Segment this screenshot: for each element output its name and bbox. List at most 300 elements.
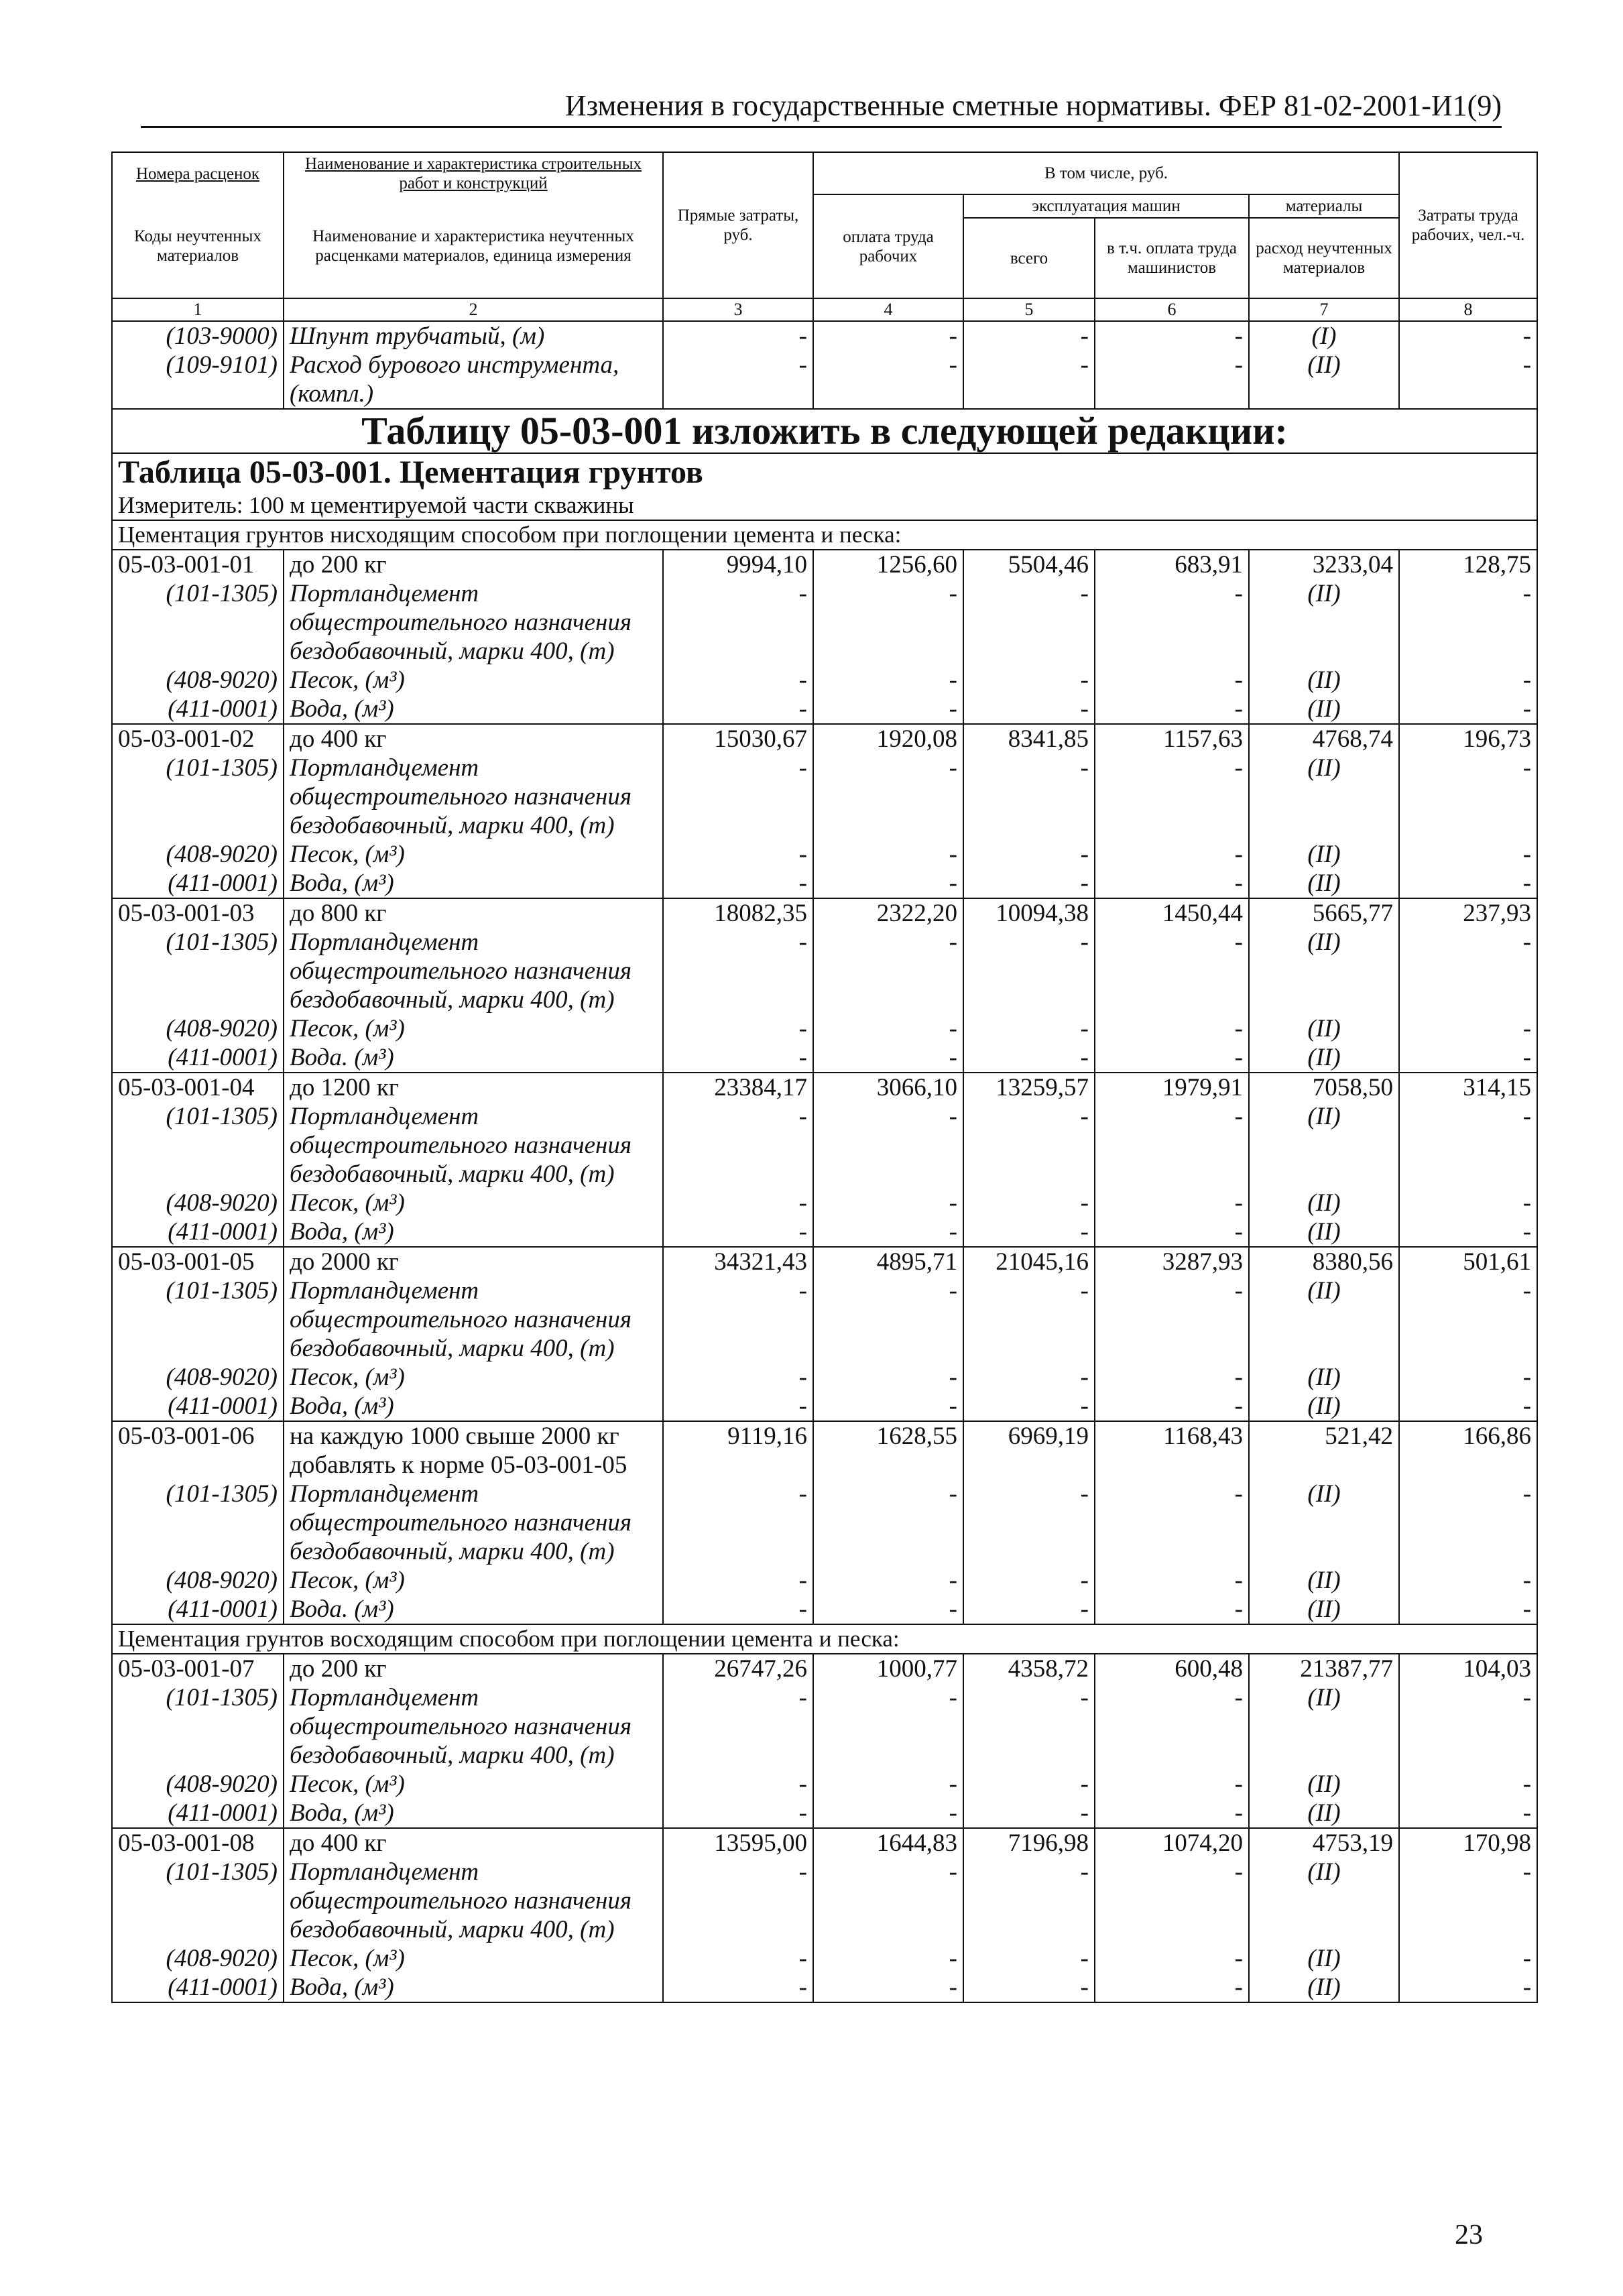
labor-hours-value: - — [1399, 1595, 1537, 1624]
direct-costs-value: - — [663, 351, 813, 379]
header-labor-costs: Затраты труда рабочих, чел.-ч. — [1399, 152, 1537, 298]
rate-code: (103-9000) — [112, 321, 284, 351]
materials-value: 521,42 — [1249, 1421, 1399, 1451]
item-name: Расход бурового инструмента, — [284, 351, 663, 379]
table-row — [112, 753, 1537, 782]
machinist-pay-value: - — [1095, 1276, 1249, 1305]
labor-pay-value: 1628,55 — [813, 1421, 963, 1451]
labor-pay-value: - — [813, 1043, 963, 1073]
header-unaccounted-codes: Коды неучтенных материалов — [112, 194, 284, 298]
machine-total-value — [963, 811, 1095, 840]
direct-costs-value — [663, 1886, 813, 1915]
rate-code — [112, 1915, 284, 1944]
machine-total-value: - — [963, 1566, 1095, 1595]
header-unaccounted-materials-use: расход неучтенных материалов — [1249, 218, 1399, 298]
labor-hours-value — [1399, 1915, 1537, 1944]
table-row — [112, 811, 1537, 840]
rate-code — [112, 782, 284, 811]
item-name: общестроительного назначения — [284, 957, 663, 985]
machine-total-value — [963, 1334, 1095, 1363]
machinist-pay-value: - — [1095, 666, 1249, 694]
machine-total-value: - — [963, 1217, 1095, 1247]
labor-hours-value — [1399, 1712, 1537, 1741]
materials-value — [1249, 1451, 1399, 1479]
labor-hours-value: - — [1399, 753, 1537, 782]
labor-hours-value: - — [1399, 1944, 1537, 1973]
direct-costs-value: - — [663, 753, 813, 782]
machine-total-value: - — [963, 1770, 1095, 1799]
machinist-pay-value: - — [1095, 1973, 1249, 2002]
labor-hours-value — [1399, 782, 1537, 811]
item-name: Песок, (м³) — [284, 666, 663, 694]
rate-code: 05-03-001-07 — [112, 1654, 284, 1683]
direct-costs-value — [663, 1160, 813, 1189]
direct-costs-value: 15030,67 — [663, 724, 813, 753]
materials-value: 3233,04 — [1249, 550, 1399, 579]
machine-total-value: - — [963, 1363, 1095, 1392]
item-name: бездобавочный, марки 400, (т) — [284, 637, 663, 666]
direct-costs-value: - — [663, 1770, 813, 1799]
machine-total-value: - — [963, 1276, 1095, 1305]
labor-hours-value: 170,98 — [1399, 1828, 1537, 1858]
item-name: Песок, (м³) — [284, 1014, 663, 1043]
machinist-pay-value: - — [1095, 1363, 1249, 1392]
machine-total-value — [963, 985, 1095, 1014]
item-name: до 1200 кг — [284, 1073, 663, 1102]
materials-value: (II) — [1249, 840, 1399, 869]
materials-value: (II) — [1249, 1858, 1399, 1886]
table-row — [112, 1392, 1537, 1421]
rate-code: (101-1305) — [112, 1479, 284, 1508]
labor-pay-value: - — [813, 840, 963, 869]
machine-total-value: 6969,19 — [963, 1421, 1095, 1451]
item-name: общестроительного назначения — [284, 1712, 663, 1741]
table-row — [112, 1886, 1537, 1915]
labor-pay-value — [813, 782, 963, 811]
labor-hours-value — [1399, 811, 1537, 840]
item-name: Вода. (м³) — [284, 1595, 663, 1624]
direct-costs-value: - — [663, 1014, 813, 1043]
labor-pay-value: 1256,60 — [813, 550, 963, 579]
item-name: Портландцемент — [284, 1683, 663, 1712]
machine-total-value — [963, 1712, 1095, 1741]
rate-code — [112, 957, 284, 985]
labor-pay-value: - — [813, 1770, 963, 1799]
machinist-pay-value — [1095, 1537, 1249, 1566]
machine-total-value: - — [963, 321, 1095, 351]
table-row — [112, 1014, 1537, 1043]
labor-pay-value: - — [813, 1189, 963, 1217]
table-row — [112, 1217, 1537, 1247]
table-row — [112, 1276, 1537, 1305]
labor-hours-value: - — [1399, 1102, 1537, 1131]
direct-costs-value: - — [663, 1944, 813, 1973]
materials-value: (II) — [1249, 1189, 1399, 1217]
materials-value: (II) — [1249, 1566, 1399, 1595]
machinist-pay-value — [1095, 811, 1249, 840]
rate-code: (411-0001) — [112, 1799, 284, 1828]
rate-code — [112, 811, 284, 840]
rate-row — [112, 724, 1537, 753]
table-row — [112, 1944, 1537, 1973]
labor-hours-value: - — [1399, 321, 1537, 351]
item-name: Песок, (м³) — [284, 1363, 663, 1392]
column-number: 5 — [963, 298, 1095, 321]
header-work-name: Наименование и характеристика строительных работ и конструкций — [284, 152, 663, 194]
labor-pay-value: 1920,08 — [813, 724, 963, 753]
table-row — [112, 1131, 1537, 1160]
machine-total-value — [963, 957, 1095, 985]
rate-code — [112, 608, 284, 637]
machine-total-value: 10094,38 — [963, 898, 1095, 928]
machine-total-value: 13259,57 — [963, 1073, 1095, 1102]
table-row — [112, 1537, 1537, 1566]
labor-pay-value: - — [813, 1479, 963, 1508]
machine-total-value: - — [963, 1595, 1095, 1624]
machinist-pay-value: - — [1095, 840, 1249, 869]
machinist-pay-value: 1450,44 — [1095, 898, 1249, 928]
direct-costs-value — [663, 1915, 813, 1944]
labor-hours-value — [1399, 1334, 1537, 1363]
rate-code: (408-9020) — [112, 840, 284, 869]
rate-code: 05-03-001-03 — [112, 898, 284, 928]
direct-costs-value: - — [663, 1799, 813, 1828]
materials-value — [1249, 782, 1399, 811]
table-row — [112, 1770, 1537, 1799]
machinist-pay-value: - — [1095, 1595, 1249, 1624]
labor-pay-value: - — [813, 1392, 963, 1421]
machine-total-value: - — [963, 351, 1095, 379]
rate-code — [112, 1160, 284, 1189]
direct-costs-value: 34321,43 — [663, 1247, 813, 1276]
machine-total-value: - — [963, 1683, 1095, 1712]
table-title-text: Таблица 05-03-001. Цементация грунтов — [112, 453, 1537, 491]
direct-costs-value — [663, 782, 813, 811]
rate-code — [112, 1712, 284, 1741]
machinist-pay-value: - — [1095, 1566, 1249, 1595]
materials-value: (II) — [1249, 1944, 1399, 1973]
labor-hours-value: - — [1399, 1276, 1537, 1305]
machine-total-value: - — [963, 1392, 1095, 1421]
materials-value: (II) — [1249, 1014, 1399, 1043]
labor-pay-value — [813, 811, 963, 840]
header-including: В том числе, руб. — [813, 152, 1399, 194]
table-row — [112, 637, 1537, 666]
machinist-pay-value: - — [1095, 1392, 1249, 1421]
direct-costs-value: - — [663, 1479, 813, 1508]
materials-value — [1249, 608, 1399, 637]
machine-total-value: - — [963, 869, 1095, 898]
column-number: 2 — [284, 298, 663, 321]
materials-value: (II) — [1249, 1683, 1399, 1712]
machinist-pay-value — [1095, 985, 1249, 1014]
rate-code — [112, 1305, 284, 1334]
item-name: общестроительного назначения — [284, 1131, 663, 1160]
rate-code: (408-9020) — [112, 1770, 284, 1799]
machine-total-value: - — [963, 1014, 1095, 1043]
rate-code — [112, 1886, 284, 1915]
labor-pay-value: - — [813, 1363, 963, 1392]
machine-total-value: - — [963, 666, 1095, 694]
materials-value — [1249, 637, 1399, 666]
machine-total-value: 4358,72 — [963, 1654, 1095, 1683]
item-name: Песок, (м³) — [284, 1944, 663, 1973]
materials-value: (II) — [1249, 1276, 1399, 1305]
labor-hours-value: - — [1399, 1392, 1537, 1421]
rate-code — [112, 1537, 284, 1566]
labor-pay-value: - — [813, 1217, 963, 1247]
labor-pay-value: - — [813, 1799, 963, 1828]
item-name: общестроительного назначения — [284, 608, 663, 637]
machine-total-value — [963, 1160, 1095, 1189]
table-row — [112, 1915, 1537, 1944]
materials-value: (II) — [1249, 1363, 1399, 1392]
machine-total-value: - — [963, 1479, 1095, 1508]
direct-costs-value: - — [663, 1276, 813, 1305]
labor-pay-value: - — [813, 1276, 963, 1305]
item-name: Портландцемент — [284, 1276, 663, 1305]
labor-hours-value: - — [1399, 351, 1537, 379]
table-row — [112, 928, 1537, 957]
materials-value — [1249, 811, 1399, 840]
labor-pay-value — [813, 1508, 963, 1537]
rate-row — [112, 898, 1537, 928]
machine-total-value — [963, 637, 1095, 666]
labor-hours-value: 501,61 — [1399, 1247, 1537, 1276]
table-row — [112, 1508, 1537, 1537]
direct-costs-value: - — [663, 1102, 813, 1131]
rate-code: (411-0001) — [112, 1043, 284, 1073]
machinist-pay-value: - — [1095, 351, 1249, 379]
labor-pay-value: 4895,71 — [813, 1247, 963, 1276]
rate-row — [112, 1421, 1537, 1451]
machine-total-value: 8341,85 — [963, 724, 1095, 753]
rate-code: (408-9020) — [112, 666, 284, 694]
rate-code — [112, 1451, 284, 1479]
machine-total-value: - — [963, 1944, 1095, 1973]
materials-value: 21387,77 — [1249, 1654, 1399, 1683]
direct-costs-value — [663, 1451, 813, 1479]
direct-costs-value: - — [663, 869, 813, 898]
labor-pay-value — [813, 379, 963, 409]
materials-value — [1249, 985, 1399, 1014]
labor-hours-value: - — [1399, 869, 1537, 898]
direct-costs-value — [663, 637, 813, 666]
labor-hours-value — [1399, 985, 1537, 1014]
table-row — [112, 579, 1537, 608]
direct-costs-value: - — [663, 928, 813, 957]
item-name: Портландцемент — [284, 753, 663, 782]
materials-value: (II) — [1249, 869, 1399, 898]
machine-total-value — [963, 608, 1095, 637]
rate-code — [112, 985, 284, 1014]
machine-total-value — [963, 782, 1095, 811]
machinist-pay-value — [1095, 957, 1249, 985]
column-number: 4 — [813, 298, 963, 321]
machine-total-value — [963, 1508, 1095, 1537]
rate-code: (411-0001) — [112, 1217, 284, 1247]
table-row — [112, 1189, 1537, 1217]
item-name: (компл.) — [284, 379, 663, 409]
direct-costs-value: - — [663, 840, 813, 869]
labor-hours-value: - — [1399, 1363, 1537, 1392]
rate-code: (408-9020) — [112, 1566, 284, 1595]
materials-value: 4768,74 — [1249, 724, 1399, 753]
table-row — [112, 1160, 1537, 1189]
labor-hours-value: - — [1399, 694, 1537, 724]
machinist-pay-value — [1095, 782, 1249, 811]
labor-hours-value: - — [1399, 840, 1537, 869]
machine-total-value: - — [963, 1189, 1095, 1217]
header-unaccounted-name: Наименование и характеристика неучтенных расценками материалов, единица измерения — [284, 194, 663, 298]
materials-value: 4753,19 — [1249, 1828, 1399, 1858]
materials-value: (II) — [1249, 928, 1399, 957]
rate-code: (101-1305) — [112, 1276, 284, 1305]
materials-value: (II) — [1249, 1479, 1399, 1508]
machinist-pay-value — [1095, 1305, 1249, 1334]
item-name: Песок, (м³) — [284, 1770, 663, 1799]
labor-hours-value: - — [1399, 1566, 1537, 1595]
labor-hours-value — [1399, 1508, 1537, 1537]
table-row — [112, 1305, 1537, 1334]
table-row — [112, 1102, 1537, 1131]
rate-code: (411-0001) — [112, 1595, 284, 1624]
labor-hours-value — [1399, 1741, 1537, 1770]
rate-code: (101-1305) — [112, 1858, 284, 1886]
rate-code — [112, 1508, 284, 1537]
item-name: Портландцемент — [284, 1479, 663, 1508]
direct-costs-value: - — [663, 1363, 813, 1392]
item-name: Вода, (м³) — [284, 694, 663, 724]
labor-pay-value: - — [813, 869, 963, 898]
labor-hours-value: - — [1399, 666, 1537, 694]
table-row — [112, 1595, 1537, 1624]
labor-pay-value — [813, 1886, 963, 1915]
item-name: общестроительного назначения — [284, 1508, 663, 1537]
header-labor-pay: оплата труда рабочих — [813, 194, 963, 298]
rate-row — [112, 1073, 1537, 1102]
materials-value: (II) — [1249, 1392, 1399, 1421]
materials-value — [1249, 1915, 1399, 1944]
materials-value: 7058,50 — [1249, 1073, 1399, 1102]
machinist-pay-value — [1095, 1915, 1249, 1944]
materials-value: (II) — [1249, 579, 1399, 608]
item-name: бездобавочный, марки 400, (т) — [284, 1160, 663, 1189]
direct-costs-value: - — [663, 1858, 813, 1886]
labor-pay-value: - — [813, 1014, 963, 1043]
materials-value — [1249, 379, 1399, 409]
table-row — [112, 957, 1537, 985]
materials-value: (II) — [1249, 694, 1399, 724]
rates-table — [111, 152, 1538, 2003]
direct-costs-value — [663, 1741, 813, 1770]
labor-pay-value — [813, 985, 963, 1014]
rate-code: 05-03-001-04 — [112, 1073, 284, 1102]
item-name: бездобавочный, марки 400, (т) — [284, 1915, 663, 1944]
machine-total-value: - — [963, 1799, 1095, 1828]
labor-pay-value: 1644,83 — [813, 1828, 963, 1858]
rate-code: (408-9020) — [112, 1363, 284, 1392]
table-row — [112, 1479, 1537, 1508]
item-name: бездобавочный, марки 400, (т) — [284, 1334, 663, 1363]
labor-pay-value — [813, 1131, 963, 1160]
machine-total-value: - — [963, 1043, 1095, 1073]
labor-hours-value: - — [1399, 1189, 1537, 1217]
item-name: общестроительного назначения — [284, 1305, 663, 1334]
labor-pay-value — [813, 1451, 963, 1479]
machinist-pay-value: - — [1095, 928, 1249, 957]
rate-code: (109-9101) — [112, 351, 284, 379]
machine-total-value: 7196,98 — [963, 1828, 1095, 1858]
labor-hours-value: - — [1399, 1683, 1537, 1712]
materials-value: (I) — [1249, 321, 1399, 351]
machine-total-value: 21045,16 — [963, 1247, 1095, 1276]
direct-costs-value: - — [663, 1566, 813, 1595]
labor-pay-value: - — [813, 1944, 963, 1973]
item-name: добавлять к норме 05-03-001-05 — [284, 1451, 663, 1479]
document-header: Изменения в государственные сметные нормативы. ФЕР 81-02-2001-И1(9) — [141, 87, 1502, 128]
table-row — [112, 1683, 1537, 1712]
item-name: на каждую 1000 свыше 2000 кг — [284, 1421, 663, 1451]
machine-total-value — [963, 379, 1095, 409]
direct-costs-value — [663, 1537, 813, 1566]
labor-pay-value — [813, 1741, 963, 1770]
machinist-pay-value: - — [1095, 1858, 1249, 1886]
rate-code — [112, 379, 284, 409]
machine-total-value: - — [963, 928, 1095, 957]
replacement-banner — [112, 409, 1537, 453]
rate-code: 05-03-001-02 — [112, 724, 284, 753]
labor-pay-value — [813, 957, 963, 985]
labor-hours-value — [1399, 1451, 1537, 1479]
direct-costs-value: - — [663, 321, 813, 351]
direct-costs-value: - — [663, 1595, 813, 1624]
labor-hours-value: - — [1399, 1799, 1537, 1828]
rate-code: 05-03-001-05 — [112, 1247, 284, 1276]
machinist-pay-value — [1095, 608, 1249, 637]
item-name: Вода, (м³) — [284, 1392, 663, 1421]
machinist-pay-value: - — [1095, 1770, 1249, 1799]
labor-pay-value — [813, 1305, 963, 1334]
table-title — [112, 453, 1537, 491]
table-row — [112, 840, 1537, 869]
machine-total-value: - — [963, 840, 1095, 869]
labor-hours-value: 104,03 — [1399, 1654, 1537, 1683]
table-row — [112, 694, 1537, 724]
header-direct-costs: Прямые затраты, руб. — [663, 152, 813, 298]
labor-hours-value — [1399, 1305, 1537, 1334]
labor-pay-value: - — [813, 666, 963, 694]
direct-costs-value: - — [663, 1043, 813, 1073]
direct-costs-value: 9994,10 — [663, 550, 813, 579]
labor-hours-value — [1399, 1537, 1537, 1566]
section-ascending — [112, 1624, 1537, 1654]
labor-pay-value — [813, 1537, 963, 1566]
machinist-pay-value: 683,91 — [1095, 550, 1249, 579]
labor-pay-value: - — [813, 1102, 963, 1131]
rate-code: (411-0001) — [112, 1392, 284, 1421]
item-name: Вода. (м³) — [284, 1043, 663, 1073]
machinist-pay-value — [1095, 1160, 1249, 1189]
item-name: Вода, (м³) — [284, 1217, 663, 1247]
item-name: бездобавочный, марки 400, (т) — [284, 985, 663, 1014]
direct-costs-value: 9119,16 — [663, 1421, 813, 1451]
item-name: бездобавочный, марки 400, (т) — [284, 1537, 663, 1566]
item-name: Портландцемент — [284, 1858, 663, 1886]
table-row — [112, 1973, 1537, 2002]
materials-value: (II) — [1249, 666, 1399, 694]
materials-value: (II) — [1249, 753, 1399, 782]
